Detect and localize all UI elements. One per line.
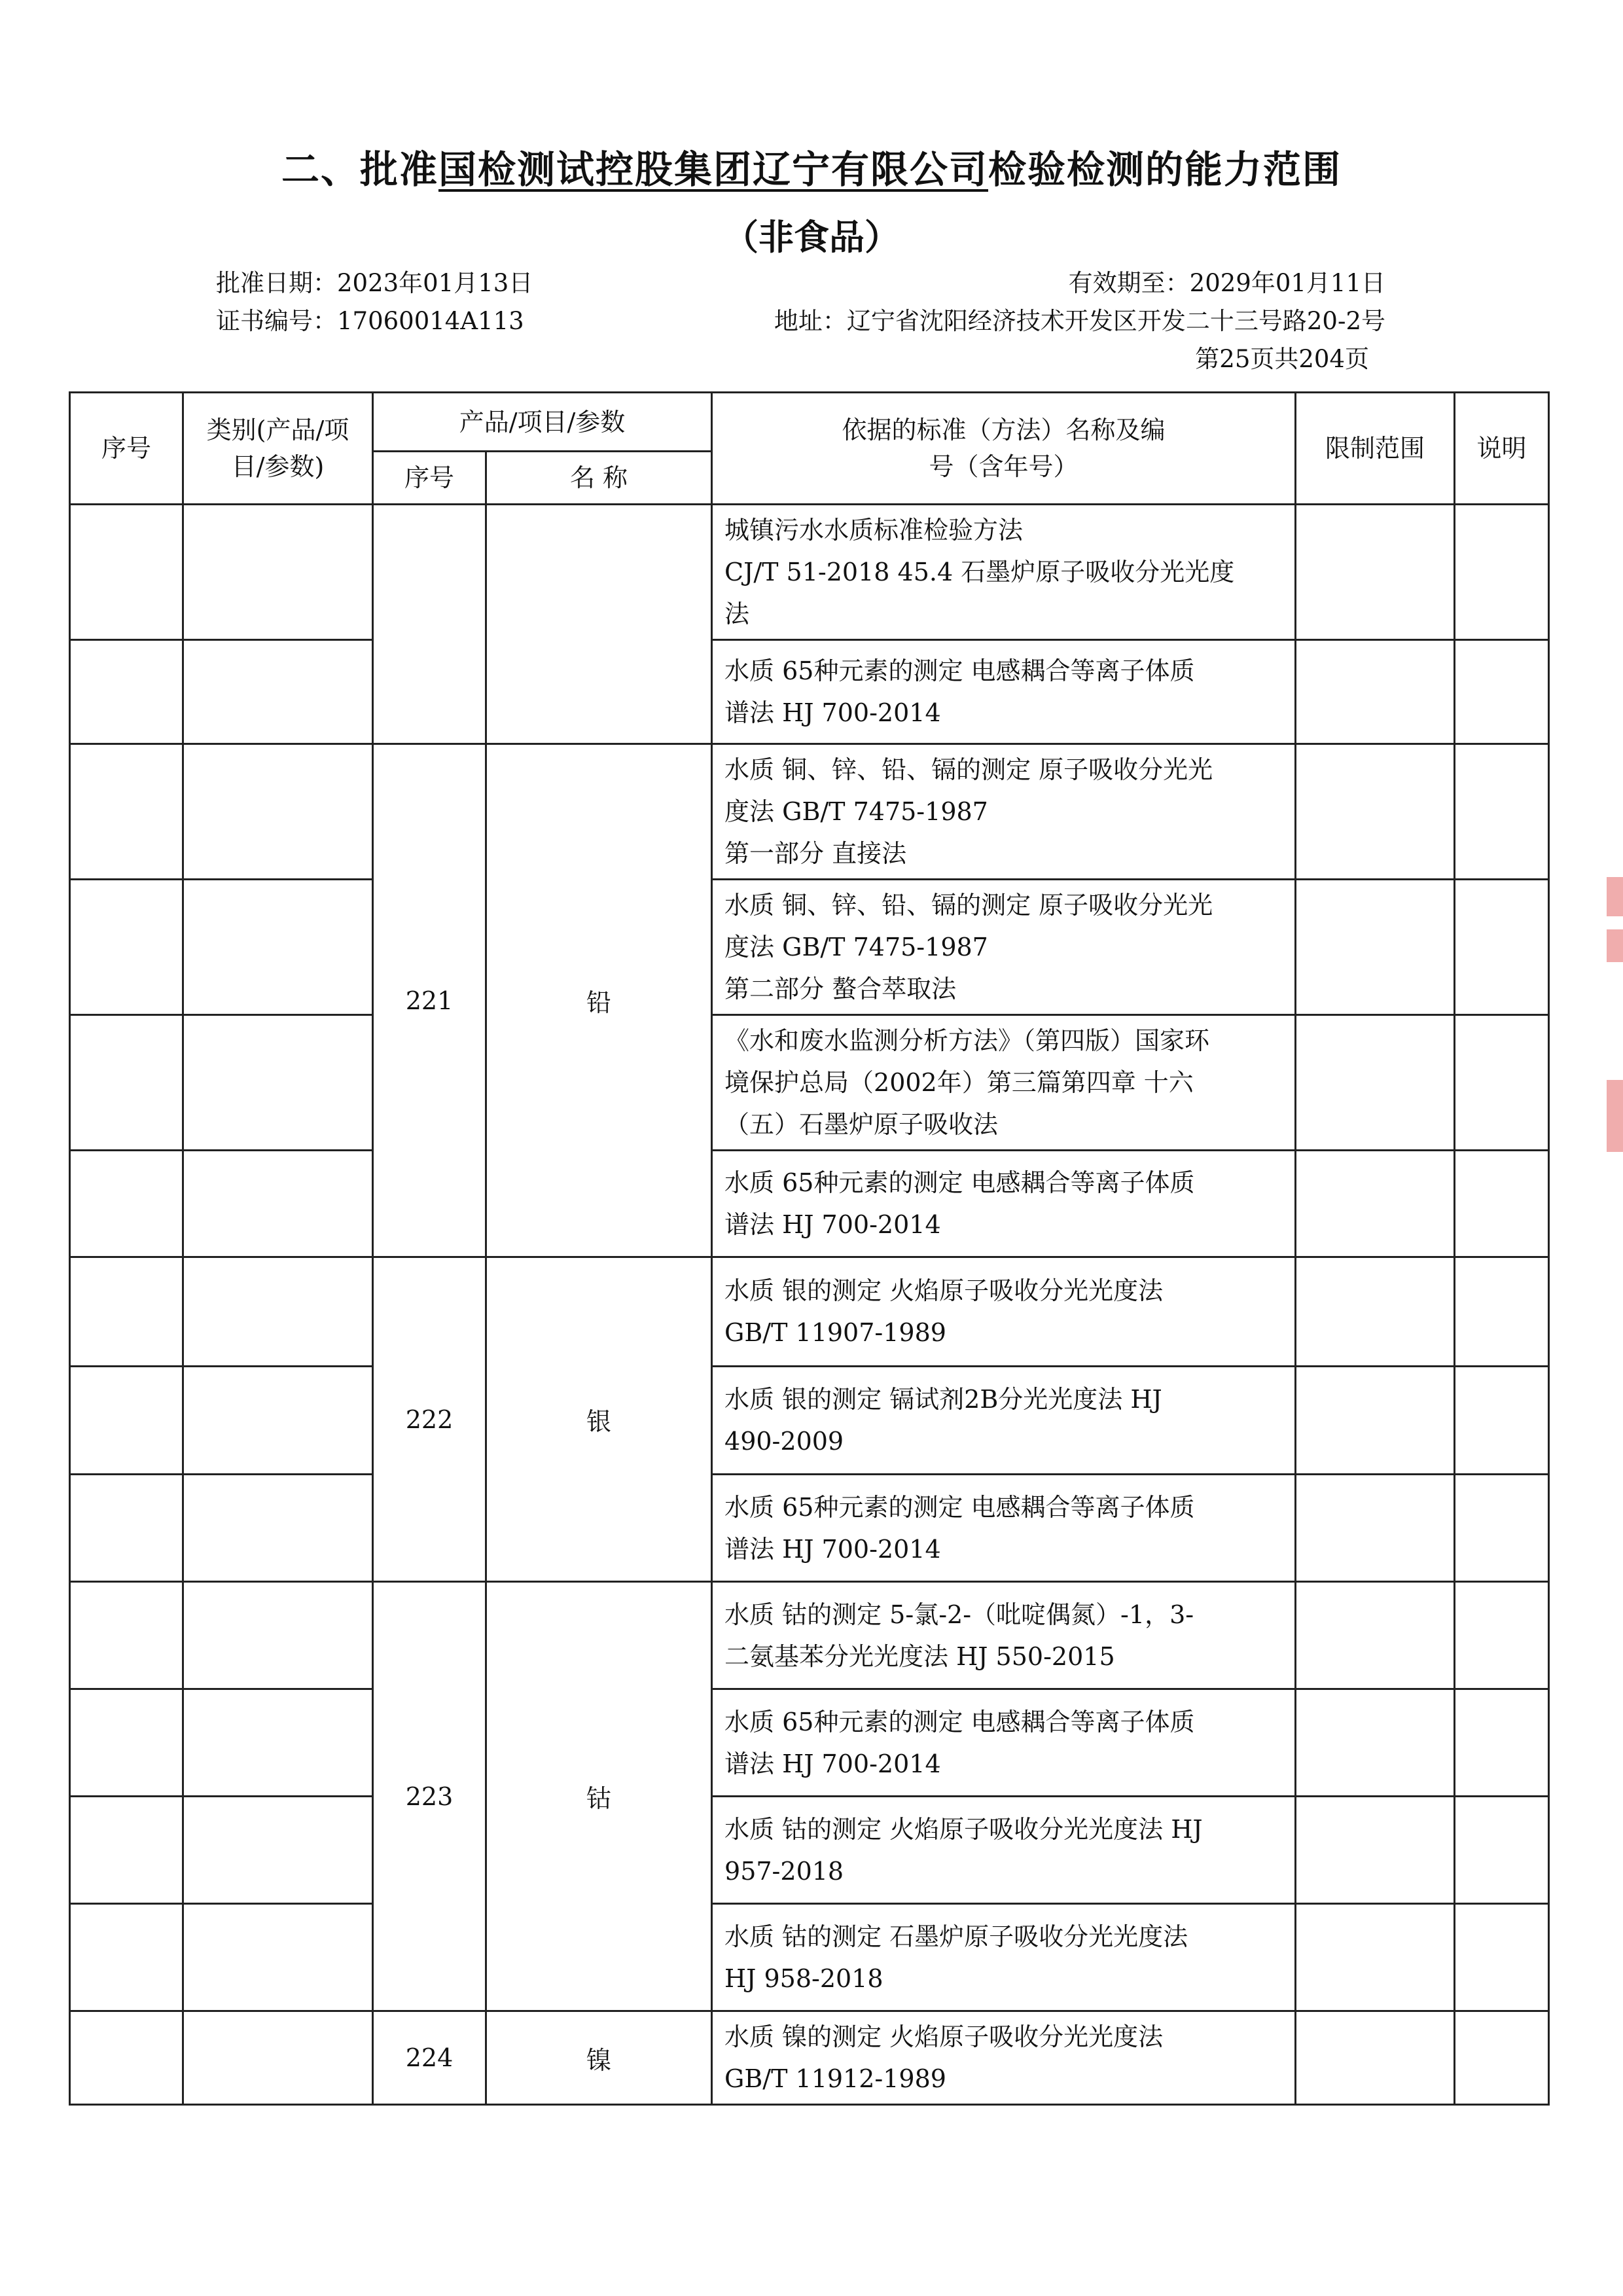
seq-cell [70, 880, 183, 1015]
item-number: 221 [373, 744, 486, 1257]
header-note: 说明 [1455, 393, 1549, 505]
category-cell [183, 1015, 373, 1151]
standard-line: 《水和废水监测分析方法》（第四版）国家环 [724, 1026, 1210, 1055]
standard-cell [712, 1367, 1296, 1475]
item-name: 铅 [486, 744, 712, 1257]
standard-line: 水质 65种元素的测定 电感耦合等离子体质 [724, 656, 1195, 685]
category-cell [183, 1475, 373, 1582]
standard-cell [712, 1797, 1296, 1904]
standard-cell [712, 1689, 1296, 1797]
item-number [373, 505, 486, 744]
limit-cell [1296, 1367, 1455, 1475]
category-cell [183, 1797, 373, 1904]
valid-until: 有效期至：2029年01月11日 [1068, 269, 1385, 297]
standard-line: 水质 65种元素的测定 电感耦合等离子体质 [724, 1168, 1195, 1197]
note-cell [1455, 1904, 1549, 2011]
header-seq: 序号 [70, 393, 183, 505]
limit-cell [1296, 744, 1455, 880]
category-cell [183, 2011, 373, 2105]
standard-line: 水质 铜、锌、铅、镉的测定 原子吸收分光光 [724, 891, 1213, 920]
note-cell [1455, 744, 1549, 880]
header-limit: 限制范围 [1296, 393, 1455, 505]
standard-line: HJ 958-2018 [724, 1964, 883, 1993]
table-row [70, 1015, 1549, 1151]
table-row [70, 1257, 1549, 1367]
note-cell [1455, 505, 1549, 640]
standard-line: 水质 钴的测定 火焰原子吸收分光光度法 HJ [724, 1814, 1203, 1844]
page-number: 第25页共204页 [1195, 345, 1369, 373]
seq-cell [70, 2011, 183, 2105]
standard-cell [712, 1582, 1296, 1689]
seq-cell [70, 1904, 183, 2011]
seq-cell [70, 1015, 183, 1151]
table-row [70, 2011, 1549, 2105]
limit-cell [1296, 1904, 1455, 2011]
item-number: 223 [373, 1582, 486, 2011]
standard-line: 谱法 HJ 700-2014 [724, 1210, 941, 1239]
table-row [70, 744, 1549, 880]
limit-cell [1296, 1689, 1455, 1797]
standard-line: 水质 镍的测定 火焰原子吸收分光光度法 [724, 2022, 1164, 2051]
standard-line: 谱法 HJ 700-2014 [724, 698, 941, 727]
standard-line: 水质 钴的测定 5-氯-2-（吡啶偶氮）-1，3- [724, 1600, 1194, 1629]
standard-line: 境保护总局（2002年）第三篇第四章 十六 [724, 1068, 1194, 1097]
note-cell [1455, 1797, 1549, 1904]
category-cell [183, 1582, 373, 1689]
standard-line: 水质 65种元素的测定 电感耦合等离子体质 [724, 1707, 1195, 1736]
category-cell [183, 1151, 373, 1257]
item-name: 钴 [486, 1582, 712, 2011]
certificate-number: 证书编号：17060014A113 [216, 307, 524, 335]
standard-line: 490-2009 [724, 1427, 844, 1456]
standard-line: 谱法 HJ 700-2014 [724, 1534, 941, 1564]
seq-cell [70, 1151, 183, 1257]
seq-cell [70, 1582, 183, 1689]
standard-cell [712, 1475, 1296, 1582]
seq-cell [70, 1689, 183, 1797]
page-title [0, 139, 1623, 194]
table-row [70, 1904, 1549, 2011]
standard-line: 度法 GB/T 7475-1987 [724, 933, 988, 961]
seq-cell [70, 744, 183, 880]
standard-line: GB/T 11907-1989 [724, 1318, 946, 1347]
table-row [70, 1367, 1549, 1475]
table-header-row [70, 393, 1549, 452]
title-company: 国检测试控股集团辽宁有限公司 [438, 147, 988, 192]
standard-cell [712, 880, 1296, 1015]
note-cell [1455, 1689, 1549, 1797]
standard-line: 城镇污水水质标准检验方法 [724, 516, 1024, 545]
limit-cell [1296, 1582, 1455, 1689]
table-row [70, 1797, 1549, 1904]
item-name [486, 505, 712, 744]
limit-cell [1296, 1151, 1455, 1257]
header-standard: 依据的标准（方法）名称及编号（含年号） [712, 393, 1296, 505]
seq-cell [70, 1475, 183, 1582]
note-cell [1455, 2011, 1549, 2105]
header-sub-name: 名 称 [486, 452, 712, 505]
standard-cell [712, 1904, 1296, 2011]
standard-line: 水质 65种元素的测定 电感耦合等离子体质 [724, 1492, 1195, 1522]
note-cell [1455, 640, 1549, 744]
seq-cell [70, 640, 183, 744]
item-name: 银 [486, 1257, 712, 1582]
table-row [70, 640, 1549, 744]
stamp-fragment [1607, 1080, 1623, 1152]
standard-cell [712, 1151, 1296, 1257]
title-prefix: 二、批准 [281, 147, 438, 192]
standard-line: 法 [724, 600, 750, 628]
table-row [70, 1582, 1549, 1689]
category-cell [183, 744, 373, 880]
stamp-fragment [1607, 929, 1623, 962]
category-cell [183, 640, 373, 744]
standard-cell [712, 744, 1296, 880]
header-category: 类别(产品/项目/参数) [183, 393, 373, 505]
category-cell [183, 880, 373, 1015]
address: 地址：辽宁省沈阳经济技术开发区开发二十三号路20-2号 [774, 307, 1385, 335]
item-name: 镍 [486, 2011, 712, 2105]
limit-cell [1296, 1257, 1455, 1367]
limit-cell [1296, 1015, 1455, 1151]
category-cell [183, 1367, 373, 1475]
table-row [70, 505, 1549, 640]
note-cell [1455, 1367, 1549, 1475]
item-number: 224 [373, 2011, 486, 2105]
standard-cell [712, 2011, 1296, 2105]
header-sub-seq: 序号 [373, 452, 486, 505]
approval-date: 批准日期：2023年01月13日 [216, 269, 533, 297]
category-cell [183, 505, 373, 640]
table-row [70, 1689, 1549, 1797]
standard-line: 水质 银的测定 镉试剂2B分光光度法 HJ [724, 1385, 1162, 1414]
item-number: 222 [373, 1257, 486, 1582]
note-cell [1455, 1015, 1549, 1151]
standard-line: （五）石墨炉原子吸收法 [724, 1110, 999, 1139]
title-suffix: 检验检测的能力范围 [988, 147, 1342, 192]
capability-table [69, 391, 1550, 2106]
standard-line: 谱法 HJ 700-2014 [724, 1749, 941, 1778]
standard-line: 水质 银的测定 火焰原子吸收分光光度法 [724, 1276, 1164, 1305]
category-cell [183, 1257, 373, 1367]
standard-line: 水质 铜、锌、铅、镉的测定 原子吸收分光光 [724, 755, 1213, 784]
standard-line: 第二部分 螯合萃取法 [724, 975, 957, 1003]
table-row [70, 1151, 1549, 1257]
category-cell [183, 1904, 373, 2011]
limit-cell [1296, 2011, 1455, 2105]
standard-line: 957-2018 [724, 1856, 844, 1886]
limit-cell [1296, 505, 1455, 640]
stamp-fragment [1607, 877, 1623, 916]
limit-cell [1296, 1797, 1455, 1904]
standard-cell [712, 1015, 1296, 1151]
standard-line: 度法 GB/T 7475-1987 [724, 797, 988, 826]
standard-line: 第一部分 直接法 [724, 839, 907, 868]
standard-line: 水质 钴的测定 石墨炉原子吸收分光光度法 [724, 1922, 1188, 1951]
standard-line: CJ/T 51-2018 45.4 石墨炉原子吸收分光光度 [724, 558, 1235, 586]
category-cell [183, 1689, 373, 1797]
limit-cell [1296, 640, 1455, 744]
standard-cell [712, 1257, 1296, 1367]
header-product-group: 产品/项目/参数 [373, 393, 712, 452]
seq-cell [70, 1797, 183, 1904]
note-cell [1455, 1257, 1549, 1367]
limit-cell [1296, 880, 1455, 1015]
seq-cell [70, 1367, 183, 1475]
table-row [70, 1475, 1549, 1582]
standard-line: GB/T 11912-1989 [724, 2064, 946, 2093]
limit-cell [1296, 1475, 1455, 1582]
seq-cell [70, 1257, 183, 1367]
standard-line: 二氨基苯分光光度法 HJ 550-2015 [724, 1641, 1115, 1671]
table-row [70, 880, 1549, 1015]
note-cell [1455, 1475, 1549, 1582]
note-cell [1455, 1151, 1549, 1257]
seq-cell [70, 505, 183, 640]
standard-cell [712, 505, 1296, 640]
note-cell [1455, 880, 1549, 1015]
note-cell [1455, 1582, 1549, 1689]
standard-cell [712, 640, 1296, 744]
page-subtitle: （非食品） [723, 217, 900, 258]
